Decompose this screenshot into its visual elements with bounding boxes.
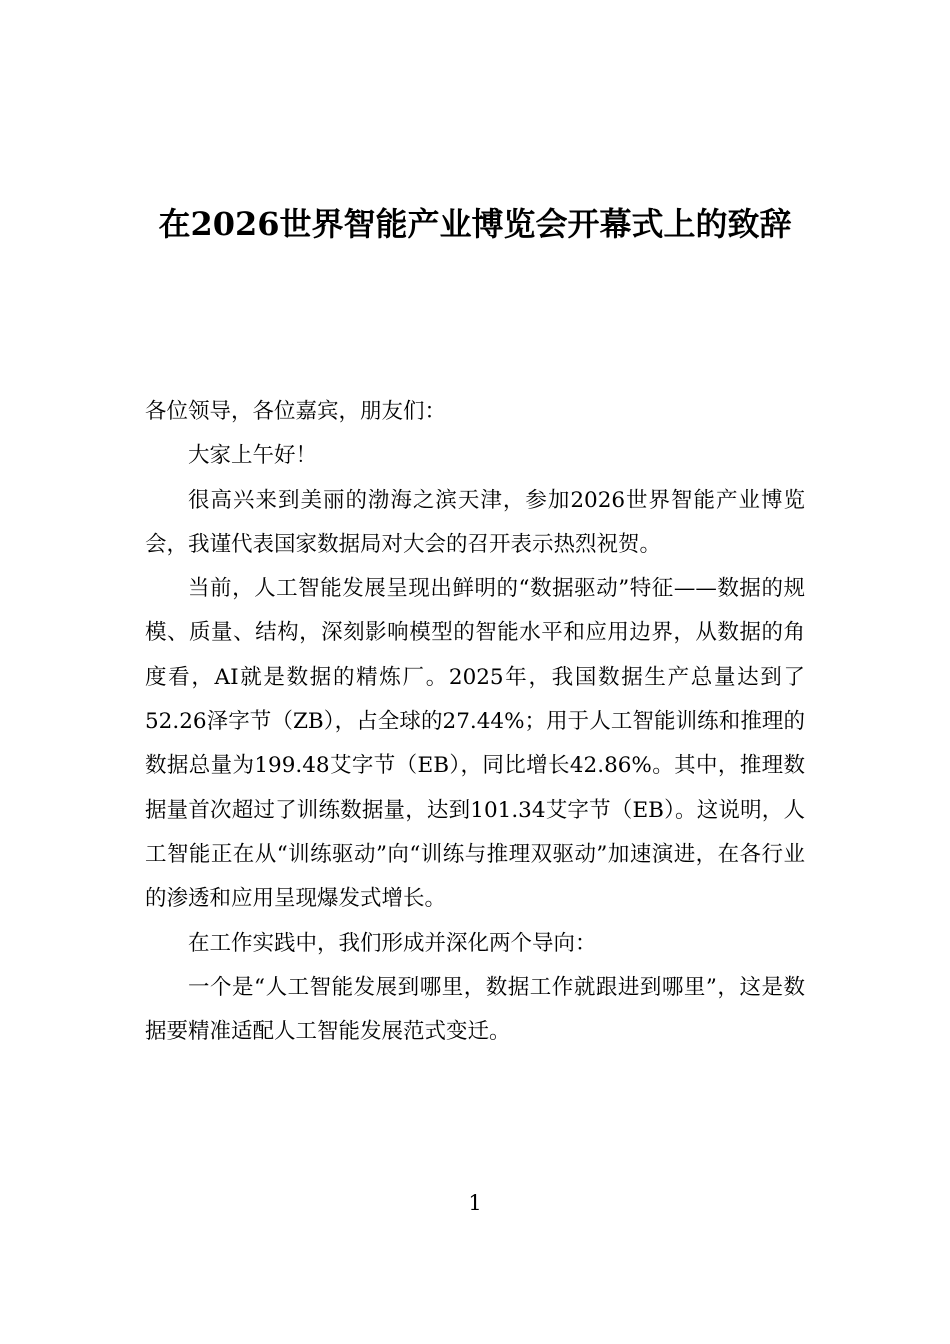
document-body (145, 390, 805, 1054)
paragraph-greeting: 大家上午好！ (188, 443, 318, 469)
paragraph-first-orientation: 一个是“人工智能发展到哪里，数据工作就跟进到哪里”，这是数据要精准适配人工智能发展范式变迁。 (145, 974, 805, 1045)
page-number: 1 (468, 1191, 482, 1215)
document-title: 在2026世界智能产业博览会开幕式上的致辞 (158, 205, 792, 243)
paragraph-congratulations: 很高兴来到美丽的渤海之滨天津，参加2026世界智能产业博览会，我谨代表国家数据局对大会的召开表示热烈祝贺。 (145, 487, 805, 557)
paragraph-two-orientations: 在工作实践中，我们形成并深化两个导向： (188, 930, 597, 956)
paragraph-data-driven: 当前，人工智能发展呈现出鲜明的“数据驱动”特征——数据的规模、质量、结构，深刻影响模型的智能水平和应用边界，从数据的角度看，AI就是数据的精炼厂。2025年，我国数据生产总量达到了52.26泽字节（ZB），占全球的27.44%；用于人工智能训练和推理的数据总量为199.48艾字节（EB），同比增长42.86%。其中，推理数据量首次超过了训练数据量，达到101.34艾字节（EB）。这说明，人工智能正在从“训练驱动”向“训练与推理双驱动”加速演进，在各行业的渗透和应用呈现爆发式增长。 (145, 576, 805, 912)
salutation: 各位领导，各位嘉宾，朋友们： (145, 399, 447, 424)
